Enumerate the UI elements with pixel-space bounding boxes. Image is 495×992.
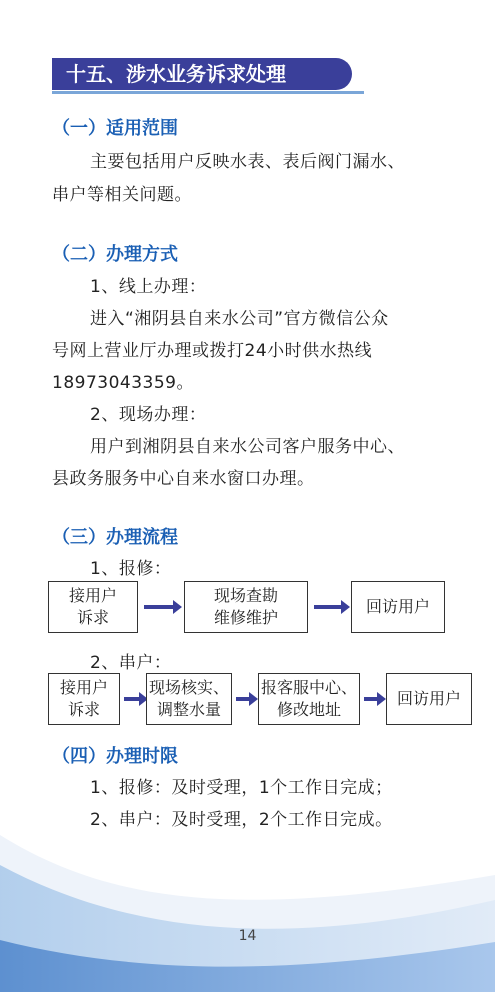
heading-method: （二）办理方式	[52, 244, 178, 265]
step-text: 现场查勘	[213, 586, 278, 605]
repair-label: 1、报修：	[90, 559, 172, 579]
onsite-line-2: 县政务服务中心自来水窗口办理。	[52, 469, 315, 489]
step-text: 回访用户	[365, 597, 430, 616]
step-text: 诉求	[76, 608, 109, 627]
step-text: 报客服中心、	[260, 678, 357, 697]
scope-line-2: 串户等相关问题。	[52, 185, 192, 205]
cross-label: 2、串户：	[90, 653, 172, 673]
onsite-label: 2、现场办理：	[90, 405, 207, 425]
title-underline	[52, 91, 364, 94]
repair-step-3	[351, 581, 445, 633]
page-number: 14	[238, 928, 257, 944]
cross-step-3	[258, 673, 360, 725]
step-text: 接用户	[68, 586, 117, 605]
decorative-waves	[0, 820, 495, 992]
online-line-1: 进入“湘阴县自来水公司”官方微信公众	[90, 309, 389, 329]
step-text: 回访用户	[396, 689, 461, 708]
online-line-2: 号网上营业厅办理或拨打24小时供水热线	[52, 341, 373, 361]
cross-step-4	[386, 673, 472, 725]
heading-scope: （一）适用范围	[52, 118, 178, 139]
scope-line-1: 主要包括用户反映水表、表后阀门漏水、	[90, 152, 405, 172]
heading-time-limit: （四）办理时限	[52, 746, 178, 767]
time-limit-line-2: 2、串户：及时受理，2个工作日完成。	[90, 810, 393, 830]
step-text: 接用户	[59, 678, 108, 697]
step-text: 维修维护	[213, 608, 278, 627]
step-text: 诉求	[67, 700, 100, 719]
flow-arrow	[314, 605, 342, 609]
section-title: 十五、涉水业务诉求处理	[52, 58, 352, 90]
cross-step-1	[48, 673, 120, 725]
online-label: 1、线上办理：	[90, 277, 207, 297]
flow-arrow	[144, 605, 174, 609]
hotline-number: 18973043359。	[52, 373, 194, 393]
flow-arrow	[124, 697, 140, 701]
onsite-line-1: 用户到湘阴县自来水公司客户服务中心、	[90, 437, 405, 457]
step-text: 修改地址	[276, 700, 341, 719]
repair-step-1	[48, 581, 138, 633]
cross-step-2	[146, 673, 232, 725]
step-text: 调整水量	[156, 700, 221, 719]
flow-arrow	[236, 697, 250, 701]
repair-step-2	[184, 581, 308, 633]
step-text: 现场核实、	[148, 678, 229, 697]
time-limit-line-1: 1、报修：及时受理，1个工作日完成；	[90, 778, 393, 798]
heading-process: （三）办理流程	[52, 527, 178, 548]
flow-arrow	[364, 697, 378, 701]
